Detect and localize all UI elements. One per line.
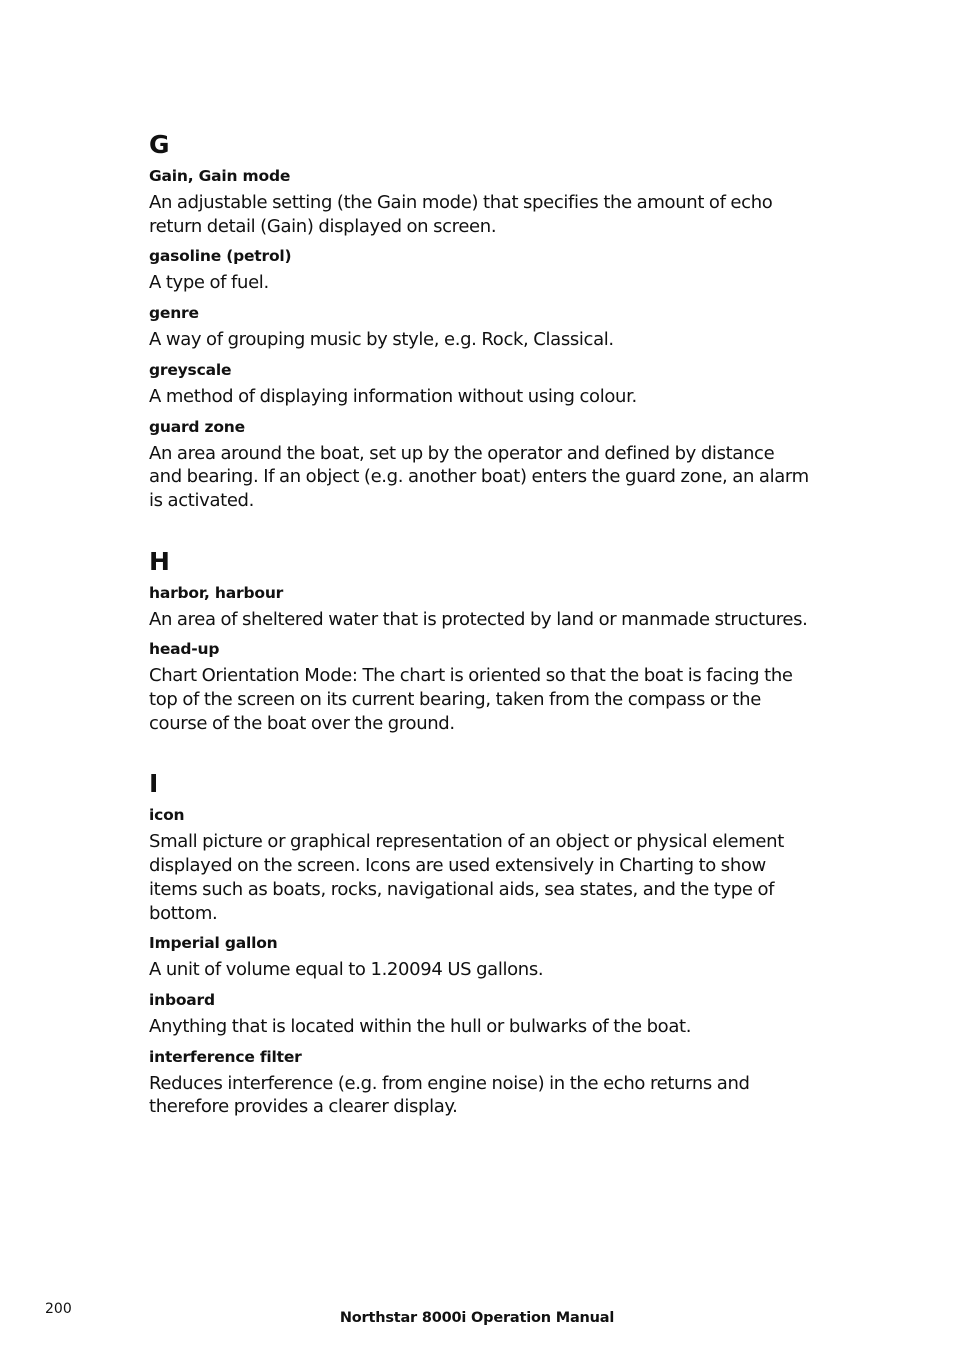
glossary-definition: A unit of volume equal to 1.20094 US gallons.	[149, 959, 544, 981]
glossary-definition: An area around the boat, set up by the operator and defined by distance and bearing. If an object (e.g. another boat) enters the guard zone, an alarm is activated.	[149, 442, 809, 511]
section-letter: G	[149, 130, 170, 159]
glossary-term: icon	[149, 806, 185, 825]
glossary-term: genre	[149, 304, 199, 323]
glossary-term: Imperial gallon	[149, 934, 278, 953]
page-number: 200	[45, 1301, 72, 1317]
glossary-section-g	[149, 130, 809, 513]
glossary-definition: An adjustable setting (the Gain mode) that specifies the amount of echo return detail (Gain) displayed on screen.	[149, 192, 773, 237]
glossary-definition: An area of sheltered water that is protected by land or manmade structures.	[149, 608, 808, 630]
glossary-term: head-up	[149, 640, 220, 659]
glossary-definition: Anything that is located within the hull or bulwarks of the boat.	[149, 1015, 692, 1037]
glossary-definition: Small picture or graphical representation of an object or physical element displayed on the screen. Icons are used extensively in Charting to show items such as boats, rocks, navigational aids, sea states, and the type of bottom.	[149, 831, 784, 924]
glossary-term: inboard	[149, 990, 215, 1009]
glossary-term: gasoline (petrol)	[149, 247, 292, 266]
glossary-definition: A type of fuel.	[149, 272, 269, 294]
glossary-term: harbor, harbour	[149, 583, 284, 602]
glossary-section-h	[149, 547, 809, 736]
footer-manual-title: Northstar 8000i Operation Manual	[339, 1310, 615, 1326]
glossary-section-i	[149, 769, 809, 1119]
glossary-definition: Reduces interference (e.g. from engine noise) in the echo returns and therefore provides a clearer display.	[149, 1072, 750, 1118]
glossary-term: interference filter	[149, 1047, 302, 1066]
glossary-term: guard zone	[149, 417, 245, 436]
glossary-term: Gain, Gain mode	[149, 167, 291, 185]
glossary-definition: Chart Orientation Mode: The chart is oriented so that the boat is facing the top of the screen on its current bearing, taken from the compass or the course of the boat over the ground.	[149, 665, 793, 734]
glossary-term: greyscale	[149, 360, 232, 379]
glossary-definition: A way of grouping music by style, e.g. Rock, Classical.	[149, 329, 614, 351]
glossary-definition: A method of displaying information without using colour.	[149, 385, 637, 407]
section-letter: I	[149, 769, 159, 799]
glossary-content	[149, 130, 809, 1127]
section-letter: H	[149, 546, 170, 576]
